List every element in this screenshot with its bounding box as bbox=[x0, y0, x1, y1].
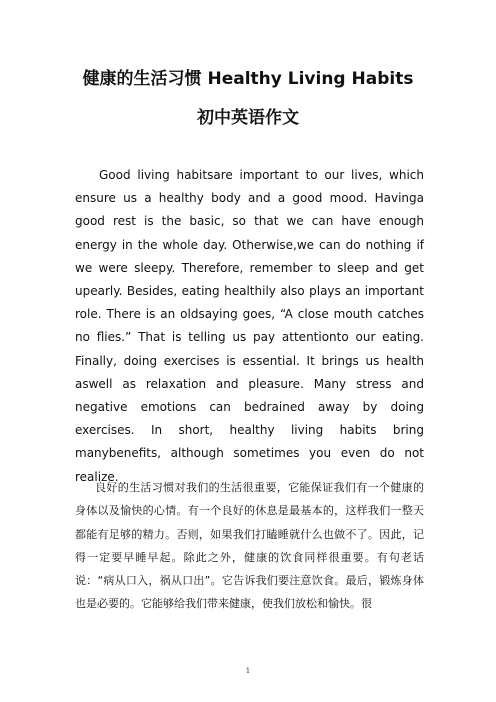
page-number: 1 bbox=[245, 667, 251, 675]
english-essay-paragraph: Good living habitsare important to our lives, which ensure us a healthy body and a good mood. Havinga good rest is the basic, so that we can have enough energy in the whole day. Otherwise,we can do nothing if we were sleepy. Therefore, remember to sleep and get upearly. Besides, eating healthily also plays an important role. There is an oldsaying goes, “A close mouth catches no flies.” That is telling us pay attentionto our eating. Finally, doing exercises is essential. It brings us health aswell as relaxation and pleasure. Many stress and negative emotions can bedrained away by doing exercises. In short, healthy living habits bring manybenefits, although sometimes you even do not realize. bbox=[75, 168, 424, 484]
document-subtitle: 初中英语作文 bbox=[197, 108, 299, 128]
document-title: 健康的生活习惯 Healthy Living Habits bbox=[82, 69, 414, 89]
chinese-translation-paragraph: 良好的生活习惯对我们的生活很重要，它能保证我们有一个健康的身体以及愉快的心情。有一个良好的休息是最基本的，这样我们一整天都能有足够的精力。否则，如果我们打瞌睡就什么也做不了。因此，记得一定要早睡早起。除此之外，健康的饮食同样很重要。有句老话说：“病从口入，祸从口出”。它告诉我们要注意饮食。最后，锻炼身体也是必要的。它能够给我们带来健康，使我们放松和愉快。很 bbox=[75, 481, 424, 611]
